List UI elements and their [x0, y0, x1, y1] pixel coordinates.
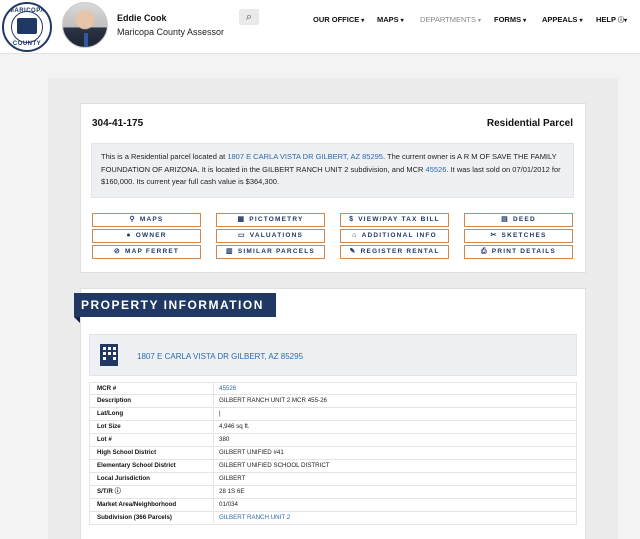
site-header	[0, 0, 640, 54]
banner-fold	[74, 317, 80, 323]
table-row: Lot # 380	[89, 434, 577, 447]
table-row: Elementary School District GILBERT UNIFIED SCHOOL DISTRICT	[89, 460, 577, 473]
compass-icon: ⊘	[113, 248, 121, 255]
nav-departments[interactable]: DEPARTMENTS ▾	[420, 15, 481, 24]
assessor-avatar	[62, 2, 108, 48]
valuations-button[interactable]: ▭ VALUATIONS	[216, 229, 325, 243]
building-icon	[100, 344, 118, 366]
nav-maps[interactable]: MAPS ▾	[377, 15, 404, 24]
property-address-box	[89, 334, 577, 376]
money-icon: ▭	[237, 232, 246, 239]
parcel-type: Residential Parcel	[486, 118, 573, 129]
sketches-button[interactable]: ✂ SKETCHES	[464, 229, 573, 243]
table-row: Market Area/Neighborhood 01/034	[89, 499, 577, 512]
pictometry-button[interactable]: ▦ PICTOMETRY	[216, 213, 325, 227]
property-information-heading: PROPERTY INFORMATION	[74, 293, 276, 317]
view-pay-tax-bill-button[interactable]: $ VIEW/PAY TAX BILL	[340, 213, 449, 227]
user-icon: ●	[126, 232, 132, 239]
search-icon: ⌕	[245, 11, 253, 23]
search-button[interactable]	[239, 9, 259, 25]
help-circle-icon[interactable]: ⓘ	[114, 488, 121, 495]
table-row: Lat/Long |	[89, 408, 577, 421]
table-row: Local Jurisdiction GILBERT	[89, 473, 577, 486]
subdivision-link[interactable]: GILBERT RANCH UNIT 2	[219, 514, 291, 521]
print-details-button[interactable]: ⎙ PRINT DETAILS	[464, 245, 573, 259]
property-details-table	[89, 382, 577, 525]
table-row: S/T/R ⓘ 28 1S 6E	[89, 486, 577, 499]
additional-info-button[interactable]: ⌂ ADDITIONAL INFO	[340, 229, 449, 243]
dollar-icon: $	[349, 216, 355, 223]
mcr-value-link[interactable]: 45526	[219, 385, 237, 392]
seal-emblem	[17, 18, 37, 34]
parcel-address-link[interactable]: 1807 E CARLA VISTA DR GILBERT, AZ 85295	[227, 152, 383, 161]
property-address-link[interactable]: 1807 E CARLA VISTA DR GILBERT, AZ 85295	[137, 352, 304, 361]
assessor-name: Eddie Cook	[117, 13, 167, 23]
help-circle-icon: ⓘ▾	[618, 18, 628, 24]
chevron-down-icon: ▾	[523, 18, 527, 24]
table-row: High School District GILBERT UNIFIED #41	[89, 447, 577, 460]
chevron-down-icon: ▾	[361, 18, 365, 24]
nav-appeals[interactable]: APPEALS ▾	[542, 15, 583, 24]
owner-button[interactable]: ● OWNER	[92, 229, 201, 243]
seal-bottom-text: COUNTY	[12, 41, 42, 47]
table-row: Subdivision (366 Parcels) GILBERT RANCH UNIT 2	[89, 512, 577, 525]
parcel-description: This is a Residential parcel located at 1807 E CARLA VISTA DR GILBERT, AZ 85295. The current owner is A R M OF SAVE THE FAMILY FOUNDATION OF ARIZONA. It is located in the GILBERT RANCH UNIT 2 subdivision, and MCR 45526. It was last sold on 07/01/2012 for $160,000. Its current year full cash value is $364,300.	[91, 143, 574, 198]
chevron-down-icon: ▾	[477, 18, 481, 24]
printer-icon: ⎙	[480, 248, 488, 255]
parcel-number: 304-41-175	[92, 118, 144, 129]
maps-button[interactable]: ⚲ MAPS	[92, 213, 201, 227]
table-row: MCR # 45526	[89, 382, 577, 395]
register-rental-button[interactable]: ✎ REGISTER RENTAL	[340, 245, 449, 259]
mcr-link[interactable]: 45526	[425, 164, 447, 174]
nav-forms[interactable]: FORMS ▾	[494, 15, 527, 24]
deed-button[interactable]: ▤ DEED	[464, 213, 573, 227]
chevron-down-icon: ▾	[400, 18, 404, 24]
similar-parcels-button[interactable]: ▥ SIMILAR PARCELS	[216, 245, 325, 259]
building-icon: ▦	[237, 216, 246, 223]
table-row: Lot Size 4,946 sq ft.	[89, 421, 577, 434]
assessor-role: Maricopa County Assessor	[117, 27, 225, 37]
seal-top-text: MARICOPA	[8, 8, 46, 14]
nav-our-office[interactable]: OUR OFFICE ▾	[313, 15, 365, 24]
bar-chart-icon: ▥	[226, 248, 234, 255]
county-seal-logo[interactable]	[2, 2, 52, 52]
home-icon: ⌂	[352, 232, 358, 239]
table-row: Description GILBERT RANCH UNIT 2 MCR 455-26	[89, 395, 577, 408]
chevron-down-icon: ▾	[579, 18, 583, 24]
map-pin-icon: ⚲	[129, 216, 136, 223]
edit-icon: ✎	[349, 248, 357, 255]
nav-help[interactable]: HELP ⓘ▾	[596, 15, 628, 24]
map-ferret-button[interactable]: ⊘ MAP FERRET	[92, 245, 201, 259]
document-icon: ▤	[501, 216, 509, 223]
scissors-icon: ✂	[490, 232, 498, 239]
